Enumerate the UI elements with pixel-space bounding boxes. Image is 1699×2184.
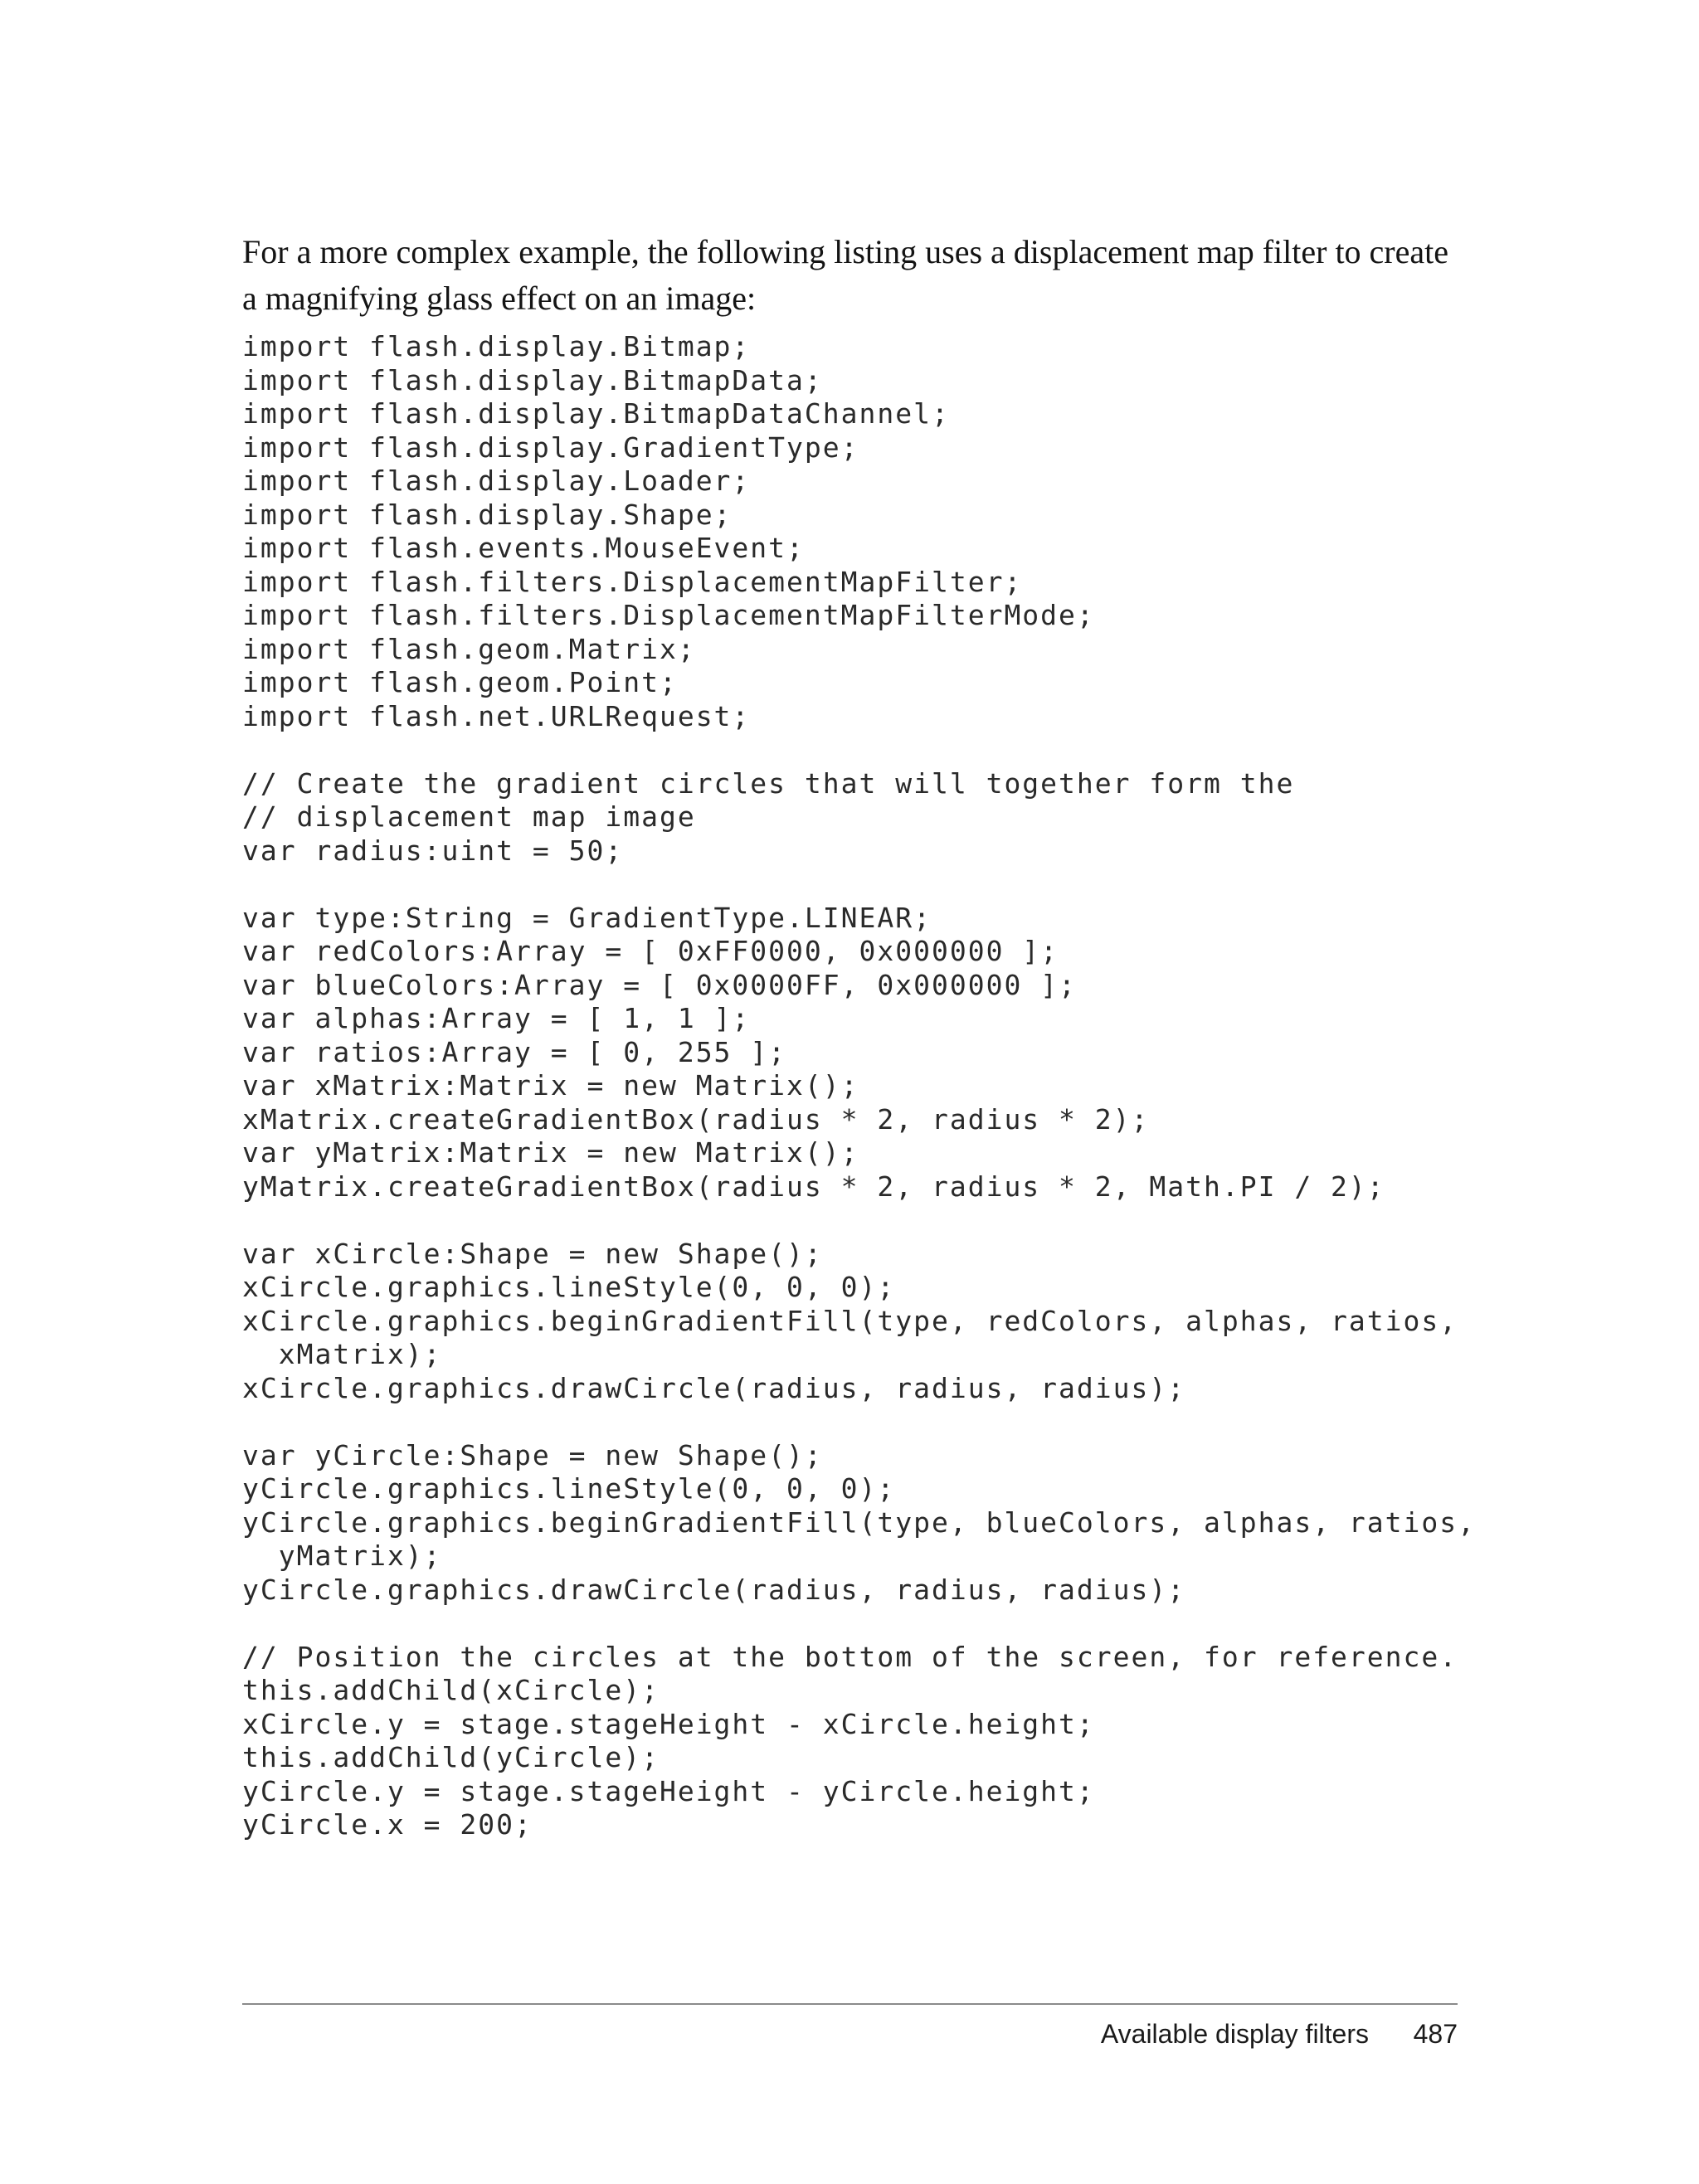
code-line: var xCircle:Shape = new Shape(); bbox=[242, 1237, 823, 1270]
code-line: import flash.display.Shape; bbox=[242, 498, 733, 531]
code-line: import flash.display.Loader; bbox=[242, 465, 751, 497]
code-line: yCircle.x = 200; bbox=[242, 1808, 533, 1841]
code-line: this.addChild(xCircle); bbox=[242, 1674, 660, 1706]
code-line: xMatrix); bbox=[242, 1338, 442, 1370]
code-line bbox=[242, 868, 1453, 902]
code-line: yMatrix); bbox=[242, 1540, 442, 1572]
code-line: xCircle.graphics.lineStyle(0, 0, 0); bbox=[242, 1271, 896, 1303]
code-line: var alphas:Array = [ 1, 1 ]; bbox=[242, 1002, 751, 1034]
code-line: var yCircle:Shape = new Shape(); bbox=[242, 1438, 823, 1471]
code-line: import flash.display.BitmapDataChannel; bbox=[242, 397, 950, 430]
code-line: var ratios:Array = [ 0, 255 ]; bbox=[242, 1035, 787, 1068]
code-line: yCircle.graphics.lineStyle(0, 0, 0); bbox=[242, 1472, 896, 1505]
code-line: import flash.display.Bitmap; bbox=[242, 330, 751, 362]
code-listing bbox=[242, 330, 1477, 1842]
code-line: import flash.net.URLRequest; bbox=[242, 699, 751, 732]
code-line: // Position the circles at the bottom of the screen, for reference. bbox=[242, 1640, 1458, 1673]
code-line: // displacement map image bbox=[242, 800, 696, 833]
code-line: xCircle.graphics.beginGradientFill(type, redColors, alphas, ratios, bbox=[242, 1304, 1458, 1337]
code-line bbox=[242, 733, 1453, 767]
code-line: import flash.display.GradientType; bbox=[242, 430, 859, 464]
footer-section-title: Available display filters bbox=[1100, 2019, 1369, 2049]
code-line: var yMatrix:Matrix = new Matrix(); bbox=[242, 1136, 859, 1169]
code-line: import flash.events.MouseEvent; bbox=[242, 532, 805, 564]
footer-divider bbox=[242, 2003, 1458, 2005]
code-line: // Create the gradient circles that will together form the bbox=[242, 766, 1295, 800]
code-line: xMatrix.createGradientBox(radius * 2, radius * 2); bbox=[242, 1102, 1150, 1136]
code-line: import flash.filters.DisplacementMapFilterMode; bbox=[242, 599, 1095, 631]
code-line: xCircle.y = stage.stageHeight - xCircle.height; bbox=[242, 1707, 1095, 1740]
code-line: this.addChild(yCircle); bbox=[242, 1741, 660, 1773]
code-line: var blueColors:Array = [ 0x0000FF, 0x000000 ]; bbox=[242, 968, 1077, 1001]
code-line: var xMatrix:Matrix = new Matrix(); bbox=[242, 1069, 859, 1102]
code-line: yCircle.graphics.beginGradientFill(type, blueColors, alphas, ratios, bbox=[242, 1505, 1477, 1539]
code-line: var radius:uint = 50; bbox=[242, 834, 624, 867]
code-line: import flash.display.BitmapData; bbox=[242, 363, 823, 396]
code-line: yCircle.y = stage.stageHeight - yCircle.height; bbox=[242, 1774, 1095, 1807]
code-line: var redColors:Array = [ 0xFF0000, 0x000000 ]; bbox=[242, 935, 1059, 967]
code-line: yMatrix.createGradientBox(radius * 2, radius * 2, Math.PI / 2); bbox=[242, 1170, 1385, 1203]
code-line bbox=[242, 1204, 1453, 1238]
code-line: xCircle.graphics.drawCircle(radius, radius, radius); bbox=[242, 1371, 1186, 1404]
code-line: import flash.filters.DisplacementMapFilter; bbox=[242, 565, 1023, 598]
code-line: var type:String = GradientType.LINEAR; bbox=[242, 901, 932, 934]
code-line: import flash.geom.Point; bbox=[242, 666, 678, 698]
code-line: import flash.geom.Matrix; bbox=[242, 632, 696, 665]
page-number: 487 bbox=[1413, 2019, 1458, 2049]
intro-paragraph: For a more complex example, the following listing uses a displacement map filter to create a magnifying glass effect on an image: bbox=[242, 233, 1449, 317]
code-line: yCircle.graphics.drawCircle(radius, radius, radius); bbox=[242, 1573, 1186, 1606]
code-line bbox=[242, 1607, 1453, 1641]
code-line bbox=[242, 1405, 1453, 1439]
